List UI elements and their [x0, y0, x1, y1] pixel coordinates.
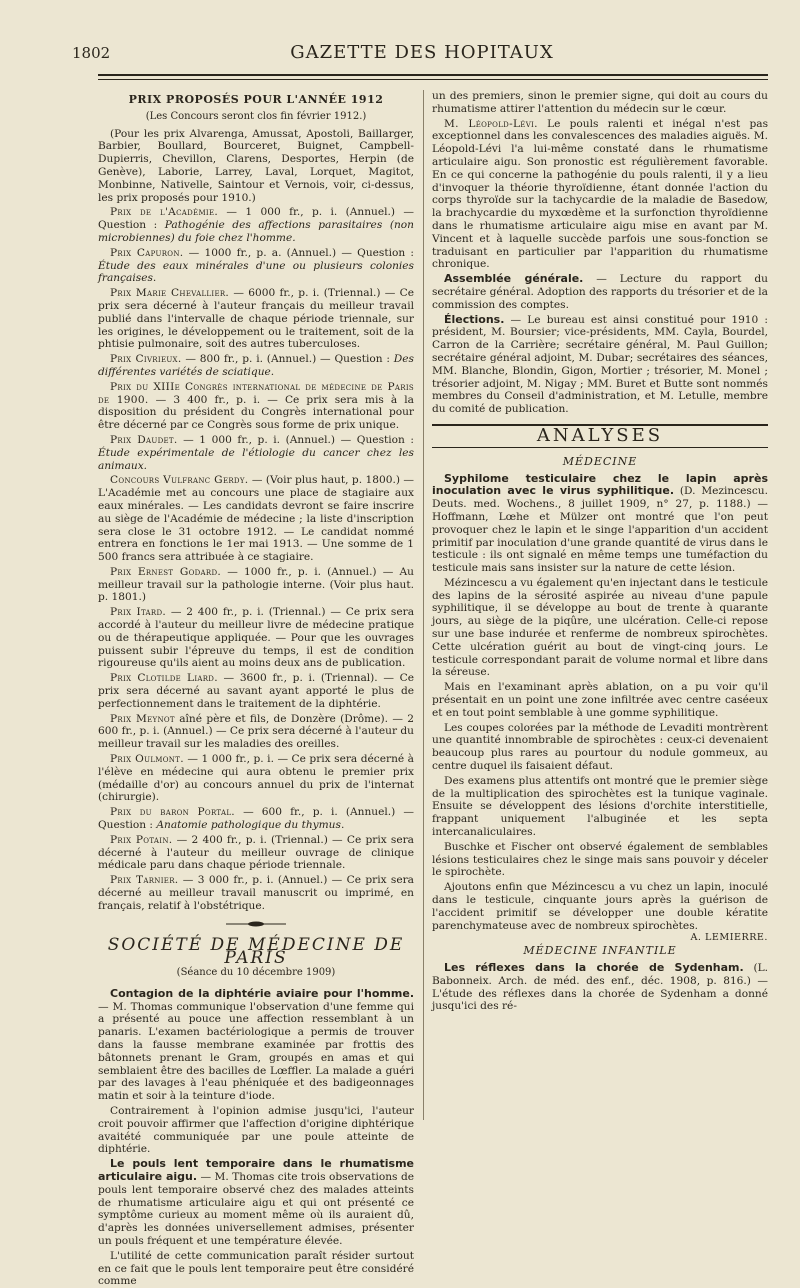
- prizes-intro: (Pour les prix Alvarenga, Amussat, Apostoli, Baillarger, Barbier, Boullard, Bourceret, Buignet, Campbell-Dupierris, Chevillon, Clarens, Desportes, Herpin (de Genève), Laborie, Larrey, Laval, Lorquet, Magitot, Monbinne, Nativelle, Saintour et Vernois, voir, ci-dessus, les prix proposés pour 1910.): [98, 127, 414, 204]
- society-item-pouls-2: L'utilité de cette communication paraît résider surtout en ce fait que le pouls lent temporaire peut être considéré comme: [98, 1249, 414, 1288]
- prize-academie: Prix de l'Académie. — 1 000 fr., p. i. (Annuel.) — Question : Pathogénie des affections parasitaires (non microbiennes) du foie chez l'homme.: [98, 206, 414, 244]
- page-header: [72, 38, 772, 68]
- continued-paragraph: un des premiers, sinon le premier signe, qui doit au cours du rhumatisme attirer l'attention du médecin sur le cœur.: [432, 90, 768, 115]
- society-item-diphterie-2: Contrairement à l'opinion admise jusqu'ici, l'auteur croit pouvoir affirmer que l'affection d'origine diphtérique avaitété communiquée par une poule atteinte de diphtérie.: [98, 1104, 414, 1156]
- ornament-rule-icon: [226, 921, 286, 927]
- prize-congres: Prix du XIIIe Congrès international de médecine de Paris de 1900. — 3 400 fr., p. i. — Ce prix sera mis à la disposition du président du Congrès international pour être décerné par ce Congrès sous forme de prix unique.: [98, 380, 414, 432]
- prize-meynot: Prix Meynot aîné père et fils, de Donzère (Drôme). — 2 600 fr., p. i. (Annuel.) — Ce prix sera décerné à l'auteur du meilleur travail sur les maladies des oreilles.: [98, 712, 414, 751]
- prizes-title: PRIX PROPOSÉS POUR L'ANNÉE 1912: [128, 93, 384, 106]
- prize-potain: Prix Potain. — 2 400 fr., p. i. (Triennal.) — Ce prix sera décerné à l'auteur du meilleur ouvrage de clinique médicale paru dans chaque période triennale.: [98, 833, 414, 872]
- society-item-pouls: Le pouls lent temporaire dans le rhumatisme articulaire aigu. — M. Thomas cite trois observations de pouls lent temporaire observé chez des malades atteints de rhumatisme articulaire aigu et qui ont présenté ce symptôme curieux au moment même où ils auraient dû, d'après les données universellement admises, présenter un pouls fréquent et une température élevée.: [98, 1157, 414, 1247]
- page-number: 1802: [72, 44, 111, 62]
- author-signature: A. LEMIERRE.: [690, 932, 768, 944]
- assemblee-paragraph: Assemblée générale. — Lecture du rapport du secrétaire général. Adoption des rapports du trésorier et de la commission des comptes.: [432, 272, 769, 311]
- section-ornament: [98, 919, 414, 932]
- prize-daudet: Prix Daudet. — 1 000 fr., p. i. (Annuel.) — Question : Étude expérimentale de l'étiologie du cancer chez les animaux.: [98, 433, 414, 472]
- syphilome-p3: Mais en l'examinant après ablation, on a pu voir qu'il présentait en un point une zone infiltrée avec centre caséeux et en tout point semblable à une gomme syphilitique.: [432, 681, 768, 719]
- medecine-infantile-heading: MÉDECINE INFANTILE: [523, 944, 677, 958]
- syphilome-p6: Buschke et Fischer ont observé également de semblables lésions testiculaires chez le singe mais sans pouvoir y déceler le spirochète.: [432, 840, 768, 879]
- header-rule: [98, 74, 768, 76]
- running-title: GAZETTE DES HOPITAUX: [290, 42, 554, 63]
- syphilome-p7: Ajoutons enfin que Mézincescu a vu chez un lapin, inoculé dans le testicule, cinquante jours après la guérison de l'accident primitif se développer une double kératite parenchymateuse avec de nombreux spirochètes. A. LEMIERRE.: [432, 881, 768, 944]
- leopold-levi-paragraph: M. Léopold-Lévi. Le pouls ralenti et inégal n'est pas exceptionnel dans les convalescences des maladies aiguës. M. Léopold-Lévi l'a lui-même constaté dans le rhumatisme articulaire aigu. Son pronostic est régulièrement favorable. En ce qui concerne la pathogénie du pouls ralenti, il y a lieu d'invoquer la théorie thyroïdienne, étant donnée l'action du corps thyroïde sur la tachycardie de la maladie de Basedow, la brachycardie du myxœdème et la surfonction thyroïdienne dans le rhumatisme articulaire aigu mise en avant par M. Vincent et à laquelle succède parfois une sous-fonction se traduisant en particulier par l'apparition du rhumatisme chronique.: [432, 117, 768, 271]
- prize-itard: Prix Itard. — 2 400 fr., p. i. (Triennal.) — Ce prix sera accordé à l'auteur du meilleur livre de médecine pratique ou de thérapeutique appliquée. — Pour que les ouvrages puissent subir l'épreuve du temps, il est de condition rigoureuse qu'ils aient au moins deux ans de publication.: [98, 606, 415, 670]
- left-column: [98, 90, 415, 1288]
- society-item-diphterie: Contagion de la diphtérie aviaire pour l'homme. — M. Thomas communique l'observation d'une femme qui a présenté au pouce une affection ressemblant à un panaris. L'examen bactériologique a permis de trouver dans la fausse membrane examinée par frottis des bâtonnets prenant le Gram, groupés en amas et qui semblaient être des bacilles de Lœffler. La malade a guéri par des lavages à l'eau phéniquée et des badigeonnages matin et soir à la teinture d'iode.: [98, 986, 414, 1103]
- prize-oulmont: Prix Oulmont. — 1 000 fr., p. i. — Ce prix sera décerné à l'élève en médecine qui aura obtenu le premier prix (médaille d'or) au concours annuel du prix de l'internat (chirurgie).: [98, 753, 414, 804]
- prize-civrieux: Prix Civrieux. — 800 fr., p. i. (Annuel.) — Question : Des différentes variétés de sciatique.: [98, 353, 414, 378]
- society-title: SOCIÉTÉ DE MÉDECINE DE PARIS: [107, 935, 405, 969]
- syphilome-p2: Mézincescu a vu également qu'en injectant dans le testicule des lapins de la sérosité aspirée au niveau d'une papule syphilitique, il se développe au bout de trente à quarante jours, au siège de la piqûre, une ulcération. Celle-ci repose sur une base indurée et renferme de nombreux spirochètes. Cette ulcération guérit au bout de vingt-cinq jours. Le testicule correspondant parait de volume normal et libre dans la séreuse.: [432, 576, 768, 679]
- society-session: (Séance du 10 décembre 1909): [176, 967, 336, 978]
- prize-portal: Prix du baron Portal. — 600 fr., p. i. (Annuel.) — Question : Anatomie pathologique du thymus.: [98, 806, 414, 832]
- prize-godard: Prix Ernest Godard. — 1000 fr., p. i. (Annuel.) — Au meilleur travail sur la pathologie interne. (Voir plus haut. p. 1801.): [98, 565, 415, 604]
- elections-paragraph: Élections. — Le bureau est ainsi constitué pour 1910 : président, M. Boursier; vice-présidents, MM. Cayla, Bourdel, Carron de la Carrière; secrétaire général, M. Paul Guillon; secrétaire général adjoint, M. Dubar; secrétaires des séances, MM. Blanche, Blondin, Gigon, Mortier ; trésorier, M. Monel ; trésorier adjoint, M. Nigay ; MM. Buret et Butte sont nommés membres du Conseil d'administration, et M. Letulle, membre du comité de publication.: [432, 312, 768, 416]
- syphilome-p5: Des examens plus attentifs ont montré que le premier siège de la multiplication des spirochètes est la tunique vaginale. Ensuite se développent des lésions d'orchite interstitielle, frappant uniquement l'albuginée et les septa intercanaliculaires.: [432, 774, 768, 839]
- prize-chevallier: Prix Marie Chevallier. — 6000 fr., p. i. (Triennal.) — Ce prix sera décerné à l'auteur français du meilleur travail publié dans l'intervalle de chaque période triennale, sur les origines, le développement ou le traitement, soit de la phtisie pulmonaire, soit des autres tuberculoses.: [98, 287, 415, 351]
- prize-capuron: Prix Capuron. — 1000 fr., p. a. (Annuel.) — Question : Étude des eaux minérales d'une ou plusieurs colonies françaises.: [98, 246, 414, 285]
- prize-tarnier: Prix Tarnier. — 3 000 fr., p. i. (Annuel.) — Ce prix sera décerné au meilleur travail manuscrit ou imprimé, en français, relatif à l'obstétrique.: [98, 874, 414, 912]
- syphilome-p4: Les coupes colorées par la méthode de Levaditi montrèrent une quantité innombrable de spirochètes : ceux-ci devenaient beaucoup plus rares au pourtour du nodule gommeux, au centre duquel ils faisaient défaut.: [432, 721, 768, 773]
- prize-gerdy: Concours Vulfranc Gerdy. — (Voir plus haut, p. 1800.) — L'Académie met au concours une place de stagiaire aux eaux minérales. — Les candidats devront se faire inscrire au siège de l'Académie de médecine ; la liste d'inscription sera close le 31 octobre 1912. — Le candidat nommé entrera en fonctions le 1er mai 1913. — Une somme de 1 500 francs sera attribuée à ce stagiaire.: [98, 474, 414, 564]
- reflexes-paragraph: Les réflexes dans la chorée de Sydenham. (L. Babonneix. Arch. de méd. des enf., déc. 1908, p. 816.) — L'étude des réflexes dans la chorée de Sydenham a donné jusqu'ici des ré-: [432, 961, 768, 1013]
- medecine-heading: MÉDECINE: [562, 454, 638, 468]
- analyses-title: ANALYSES: [432, 424, 768, 448]
- prize-liard: Prix Clotilde Liard. — 3600 fr., p. i. (Triennal). — Ce prix sera décerné au savant ayant apporté le plus de perfectionnement dans le traitement de la diphtérie.: [98, 672, 414, 710]
- column-separator: [423, 90, 424, 1120]
- header-rule-thin: [98, 79, 768, 80]
- right-column: [432, 90, 768, 1120]
- prizes-note: (Les Concours seront clos fin février 1912.): [145, 110, 367, 122]
- syphilome-paragraph: Syphilome testiculaire chez le lapin après inoculation avec le virus syphilitique. (D. Mezincescu. Deuts. med. Wochens., 8 juillet 1909, n° 27, p. 1188.) — Hoffmann, Lœhe et Mülzer ont montré que l'on peut provoquer chez le lapin et le singe l'apparition d'un accident primitif par inoculation d'une grande quantité de virus dans le testicule : ils ont signalé en même temps une tuméfaction du testicule mais sans insister sur la nature de cette lésion.: [432, 471, 768, 575]
